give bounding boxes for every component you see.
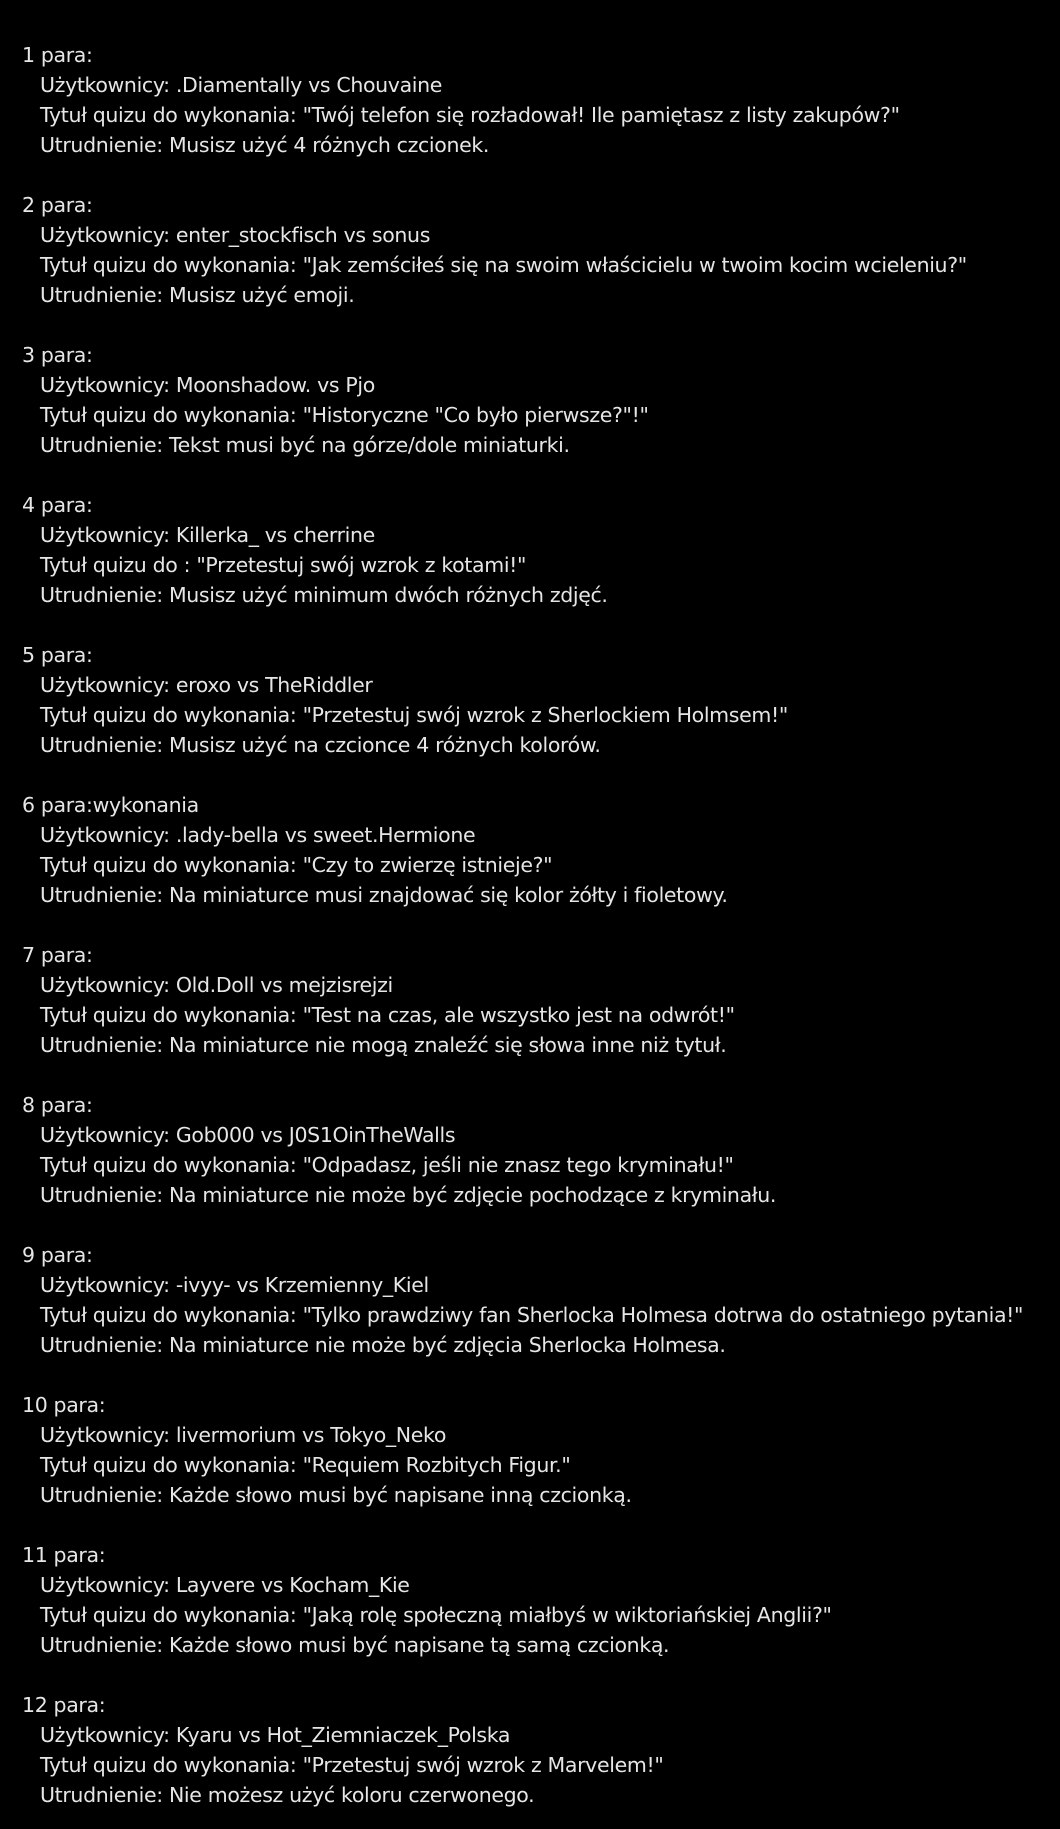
pair-heading: 1 para: — [22, 43, 93, 67]
pair-11 — [22, 1540, 1060, 1660]
pair-quiz-title: Tytuł quizu do wykonania: "Twój telefon się rozładował! Ile pamiętasz z listy zakupów?" — [40, 103, 900, 127]
pair-users: Użytkownicy: .Diamentally vs Chouvaine — [40, 73, 443, 97]
pair-difficulty: Utrudnienie: Nie możesz użyć koloru czerwonego. — [40, 1783, 535, 1807]
pair-heading: 11 para: — [22, 1543, 106, 1567]
pair-2 — [22, 190, 1060, 310]
pair-users: Użytkownicy: Gob000 vs J0S1OinTheWalls — [40, 1123, 456, 1147]
pair-heading: 3 para: — [22, 343, 93, 367]
pair-heading: 5 para: — [22, 643, 93, 667]
pair-3 — [22, 340, 1060, 460]
pair-quiz-title: Tytuł quizu do wykonania: "Historyczne "Co było pierwsze?"!" — [40, 403, 649, 427]
pair-quiz-title: Tytuł quizu do wykonania: "Jaką rolę społeczną miałbyś w wiktoriańskiej Anglii?" — [40, 1603, 832, 1627]
pair-difficulty: Utrudnienie: Musisz użyć minimum dwóch różnych zdjęć. — [40, 583, 608, 607]
pair-difficulty: Utrudnienie: Musisz użyć na czcionce 4 różnych kolorów. — [40, 733, 601, 757]
pair-users: Użytkownicy: Killerka_ vs cherrine — [40, 523, 375, 547]
pair-users: Użytkownicy: livermorium vs Tokyo_Neko — [40, 1423, 447, 1447]
pair-8 — [22, 1090, 1060, 1210]
pair-quiz-title: Tytuł quizu do wykonania: "Przetestuj swój wzrok z Marvelem!" — [40, 1753, 664, 1777]
pair-difficulty: Utrudnienie: Na miniaturce musi znajdować się kolor żółty i fioletowy. — [40, 883, 728, 907]
pair-difficulty: Utrudnienie: Musisz użyć 4 różnych czcionek. — [40, 133, 490, 157]
pair-heading: 8 para: — [22, 1093, 93, 1117]
pair-1 — [22, 40, 1060, 160]
pair-difficulty: Utrudnienie: Na miniaturce nie może być zdjęcie pochodzące z kryminału. — [40, 1183, 777, 1207]
pair-4 — [22, 490, 1060, 610]
pair-users: Użytkownicy: Layvere vs Kocham_Kie — [40, 1573, 410, 1597]
pair-7 — [22, 940, 1060, 1060]
pair-quiz-title: Tytuł quizu do wykonania: "Czy to zwierzę istnieje?" — [40, 853, 553, 877]
pair-heading: 2 para: — [22, 193, 93, 217]
pair-quiz-title: Tytuł quizu do : "Przetestuj swój wzrok z kotami!" — [40, 553, 527, 577]
pair-quiz-title: Tytuł quizu do wykonania: "Tylko prawdziwy fan Sherlocka Holmesa dotrwa do ostatniego pytania!" — [40, 1303, 1024, 1327]
pair-6 — [22, 790, 1060, 910]
pair-heading: 10 para: — [22, 1393, 106, 1417]
pair-users: Użytkownicy: Moonshadow. vs Pjo — [40, 373, 375, 397]
pair-quiz-title: Tytuł quizu do wykonania: "Test na czas, ale wszystko jest na odwrót!" — [40, 1003, 735, 1027]
pair-quiz-title: Tytuł quizu do wykonania: "Jak zemściłeś się na swoim właścicielu w twoim kocim wcieleniu?" — [40, 253, 967, 277]
pair-difficulty: Utrudnienie: Każde słowo musi być napisane inną czcionką. — [40, 1483, 632, 1507]
pair-users: Użytkownicy: enter_stockfisch vs sonus — [40, 223, 431, 247]
pair-heading: 4 para: — [22, 493, 93, 517]
pair-difficulty: Utrudnienie: Na miniaturce nie może być zdjęcia Sherlocka Holmesa. — [40, 1333, 726, 1357]
pair-10 — [22, 1390, 1060, 1510]
pair-12 — [22, 1690, 1060, 1810]
pair-users: Użytkownicy: -ivyy- vs Krzemienny_Kiel — [40, 1273, 429, 1297]
pair-difficulty: Utrudnienie: Na miniaturce nie mogą znaleźć się słowa inne niż tytuł. — [40, 1033, 727, 1057]
pair-heading: 6 para:wykonania — [22, 793, 199, 817]
pair-difficulty: Utrudnienie: Każde słowo musi być napisane tą samą czcionką. — [40, 1633, 670, 1657]
pair-9 — [22, 1240, 1060, 1360]
pair-quiz-title: Tytuł quizu do wykonania: "Przetestuj swój wzrok z Sherlockiem Holmsem!" — [40, 703, 788, 727]
pair-heading: 7 para: — [22, 943, 93, 967]
pair-heading: 9 para: — [22, 1243, 93, 1267]
pair-difficulty: Utrudnienie: Musisz użyć emoji. — [40, 283, 355, 307]
pair-quiz-title: Tytuł quizu do wykonania: "Requiem Rozbitych Figur." — [40, 1453, 571, 1477]
pair-users: Użytkownicy: Old.Doll vs mejzisrejzi — [40, 973, 393, 997]
pair-users: Użytkownicy: Kyaru vs Hot_Ziemniaczek_Polska — [40, 1723, 511, 1747]
pair-5 — [22, 640, 1060, 760]
pair-difficulty: Utrudnienie: Tekst musi być na górze/dole miniaturki. — [40, 433, 570, 457]
pair-users: Użytkownicy: eroxo vs TheRiddler — [40, 673, 373, 697]
pair-quiz-title: Tytuł quizu do wykonania: "Odpadasz, jeśli nie znasz tego kryminału!" — [40, 1153, 734, 1177]
pair-heading: 12 para: — [22, 1693, 106, 1717]
pair-users: Użytkownicy: .lady-bella vs sweet.Hermione — [40, 823, 476, 847]
